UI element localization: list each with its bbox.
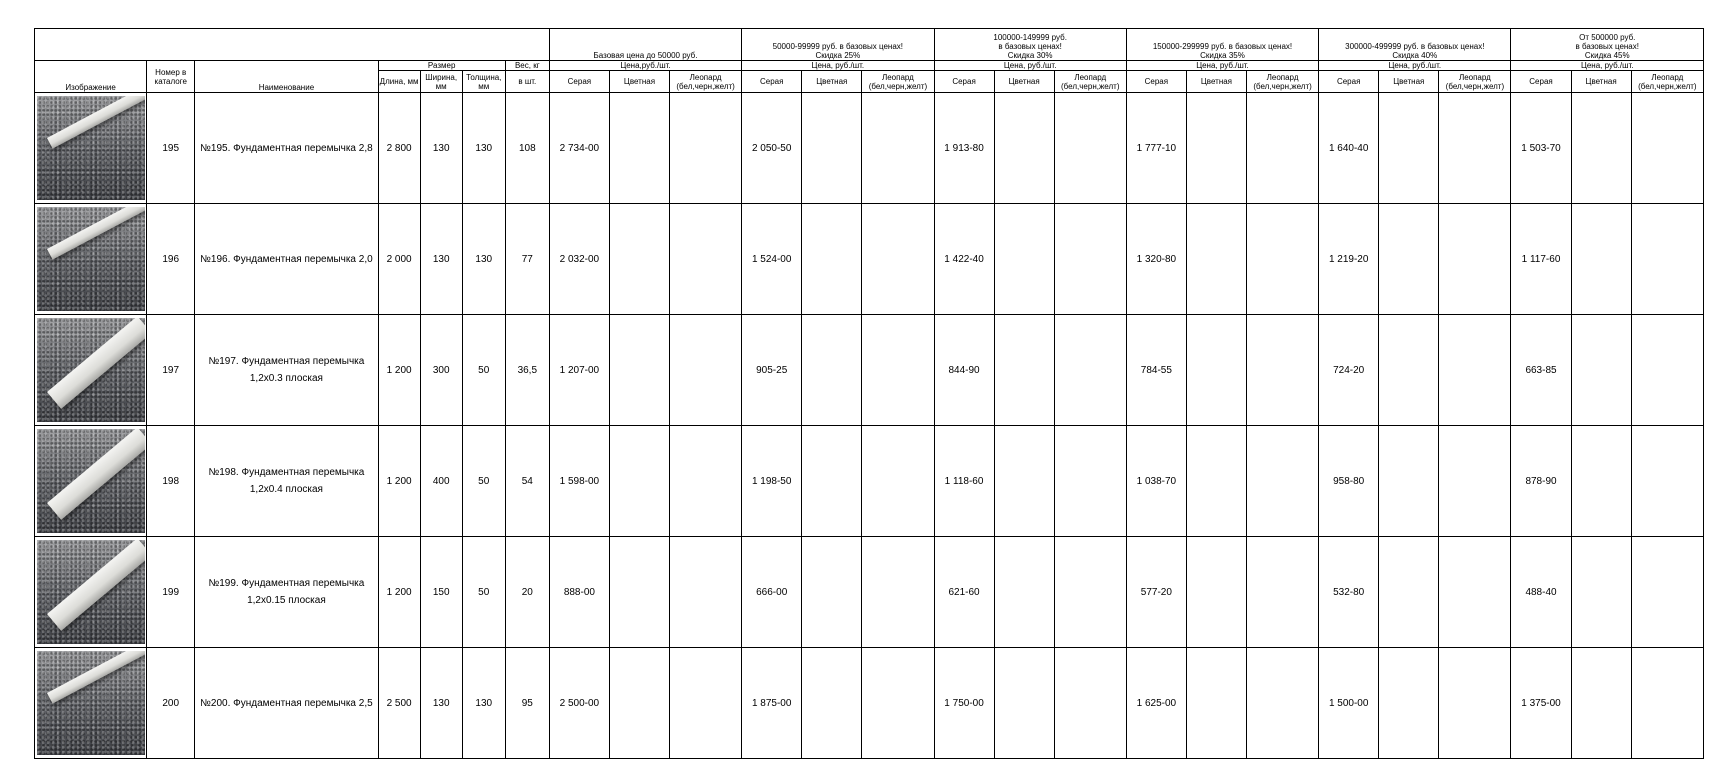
price-leopard (1054, 93, 1126, 204)
price-colored (609, 93, 669, 204)
weight-value: 20 (505, 537, 549, 648)
length-value: 1 200 (378, 426, 420, 537)
price-leopard (1439, 93, 1511, 204)
price-colored (994, 648, 1054, 759)
col-thickness: Толщина, мм (462, 71, 505, 93)
price-colored (1186, 204, 1246, 315)
price-leopard (1439, 315, 1511, 426)
price-leopard (1247, 648, 1319, 759)
price-45-grey: 1 503-70 (1511, 93, 1571, 204)
price-30-grey: 844-90 (934, 315, 994, 426)
price-35-grey: 1 777-10 (1126, 93, 1186, 204)
price-leopard (862, 426, 934, 537)
col-leopard: Леопард (бел,черн,желт) (1247, 71, 1319, 93)
table-row (35, 537, 1704, 648)
price-group-line: 100000-149999 руб. (993, 33, 1067, 42)
length-value: 1 200 (378, 315, 420, 426)
col-grey: Серая (549, 71, 609, 93)
product-photo (37, 429, 145, 533)
price-unit-label: Цена, руб./шт. (1511, 61, 1704, 71)
price-table-body (35, 93, 1704, 759)
col-colored: Цветная (1379, 71, 1439, 93)
price-colored (609, 648, 669, 759)
price-group-line: Скидка 40% (1392, 51, 1438, 60)
col-catalog: Номер в каталоге (147, 61, 195, 93)
price-40-grey: 1 640-40 (1319, 93, 1379, 204)
price-group-header (1511, 29, 1704, 61)
price-colored (1186, 648, 1246, 759)
price-colored (994, 93, 1054, 204)
price-leopard (670, 426, 742, 537)
thickness-value: 130 (462, 648, 505, 759)
col-image: Изображение (35, 61, 147, 93)
price-colored (1379, 315, 1439, 426)
price-leopard (862, 537, 934, 648)
price-leopard (1054, 426, 1126, 537)
price-leopard (1631, 93, 1703, 204)
price-colored (1379, 537, 1439, 648)
price-group-line: Скидка 35% (1200, 51, 1245, 60)
price-colored (1379, 426, 1439, 537)
price-leopard (1631, 537, 1703, 648)
product-name: №195. Фундаментная перемычка 2,8 (195, 93, 378, 204)
price-colored (1186, 537, 1246, 648)
product-name: №196. Фундаментная перемычка 2,0 (195, 204, 378, 315)
col-weight-group: Вес, кг (505, 61, 549, 71)
weight-value: 95 (505, 648, 549, 759)
col-weight: в шт. (505, 71, 549, 93)
price-unit-label: Цена, руб./шт. (1319, 61, 1511, 71)
weight-value: 108 (505, 93, 549, 204)
price-leopard (1439, 537, 1511, 648)
price-group-line: Скидка 45% (1584, 51, 1630, 60)
price-base-grey: 2 500-00 (549, 648, 609, 759)
price-40-grey: 1 500-00 (1319, 648, 1379, 759)
col-leopard: Леопард (бел,черн,желт) (1439, 71, 1511, 93)
price-colored (1379, 648, 1439, 759)
price-30-grey: 1 422-40 (934, 204, 994, 315)
table-row (35, 93, 1704, 204)
product-image-cell (35, 315, 147, 426)
price-group-header (1126, 29, 1318, 61)
col-leopard: Леопард (бел,черн,желт) (862, 71, 934, 93)
price-group-header (742, 29, 934, 61)
price-colored (1186, 426, 1246, 537)
price-unit-label: Цена, руб./шт. (742, 61, 934, 71)
price-25-grey: 1 875-00 (742, 648, 802, 759)
price-leopard (670, 648, 742, 759)
price-colored (1571, 537, 1631, 648)
price-40-grey: 532-80 (1319, 537, 1379, 648)
price-leopard (1631, 648, 1703, 759)
price-leopard (1247, 426, 1319, 537)
price-leopard (1054, 315, 1126, 426)
price-leopard (1439, 648, 1511, 759)
length-value: 1 200 (378, 537, 420, 648)
thickness-value: 130 (462, 93, 505, 204)
table-row (35, 204, 1704, 315)
weight-value: 54 (505, 426, 549, 537)
width-value: 150 (420, 537, 462, 648)
price-leopard (1247, 93, 1319, 204)
col-width: Ширина, мм (420, 71, 462, 93)
width-value: 130 (420, 648, 462, 759)
col-grey: Серая (742, 71, 802, 93)
price-30-grey: 1 118-60 (934, 426, 994, 537)
price-group-line: Скидка 30% (1007, 51, 1053, 60)
price-group-line: От 500000 руб. (1579, 33, 1636, 42)
thickness-value: 50 (462, 537, 505, 648)
width-value: 130 (420, 204, 462, 315)
price-leopard (670, 315, 742, 426)
price-leopard (1054, 204, 1126, 315)
price-45-grey: 1 117-60 (1511, 204, 1571, 315)
price-colored (609, 426, 669, 537)
price-leopard (1054, 537, 1126, 648)
beam-shape (47, 96, 145, 149)
price-colored (1186, 315, 1246, 426)
price-45-grey: 878-90 (1511, 426, 1571, 537)
price-leopard (862, 648, 934, 759)
price-group-line: в базовых ценах! (998, 42, 1062, 51)
table-row (35, 315, 1704, 426)
price-colored (1379, 204, 1439, 315)
price-30-grey: 1 750-00 (934, 648, 994, 759)
price-leopard (670, 93, 742, 204)
price-colored (802, 315, 862, 426)
length-value: 2 000 (378, 204, 420, 315)
price-colored (994, 315, 1054, 426)
col-name: Наименование (195, 61, 378, 93)
table-row (35, 426, 1704, 537)
product-photo (37, 96, 145, 200)
price-colored (802, 426, 862, 537)
price-35-grey: 1 320-80 (1126, 204, 1186, 315)
price-leopard (1439, 426, 1511, 537)
beam-shape (47, 540, 145, 631)
price-leopard (1247, 204, 1319, 315)
col-colored: Цветная (609, 71, 669, 93)
price-leopard (1631, 204, 1703, 315)
price-colored (802, 648, 862, 759)
col-colored: Цветная (1571, 71, 1631, 93)
price-45-grey: 488-40 (1511, 537, 1571, 648)
col-leopard: Леопард (бел,черн,желт) (670, 71, 742, 93)
price-leopard (1247, 315, 1319, 426)
col-grey: Серая (1511, 71, 1571, 93)
price-leopard (862, 93, 934, 204)
price-45-grey: 1 375-00 (1511, 648, 1571, 759)
catalog-number: 195 (147, 93, 195, 204)
catalog-number: 199 (147, 537, 195, 648)
weight-value: 36,5 (505, 315, 549, 426)
catalog-number: 196 (147, 204, 195, 315)
product-name: №197. Фундаментная перемычка 1,2х0.3 плоская (195, 315, 378, 426)
price-colored (1571, 93, 1631, 204)
weight-value: 77 (505, 204, 549, 315)
price-table (34, 28, 1704, 759)
thickness-value: 50 (462, 315, 505, 426)
price-group-line: Скидка 25% (815, 51, 861, 60)
price-25-grey: 905-25 (742, 315, 802, 426)
width-value: 130 (420, 93, 462, 204)
col-leopard: Леопард (бел,черн,желт) (1631, 71, 1703, 93)
product-image-cell (35, 537, 147, 648)
price-group-header (1319, 29, 1511, 61)
product-image-cell (35, 204, 147, 315)
price-35-grey: 1 038-70 (1126, 426, 1186, 537)
col-grey: Серая (934, 71, 994, 93)
product-photo (37, 318, 145, 422)
price-25-grey: 2 050-50 (742, 93, 802, 204)
price-group-line: Базовая цена до 50000 руб. (593, 51, 698, 60)
price-45-grey: 663-85 (1511, 315, 1571, 426)
price-colored (1571, 204, 1631, 315)
product-name: №200. Фундаментная перемычка 2,5 (195, 648, 378, 759)
length-value: 2 500 (378, 648, 420, 759)
price-base-grey: 888-00 (549, 537, 609, 648)
price-colored (609, 204, 669, 315)
price-leopard (1439, 204, 1511, 315)
price-group-header (549, 29, 741, 61)
header-blank (35, 29, 550, 61)
product-name: №199. Фундаментная перемычка 1,2х0.15 плоская (195, 537, 378, 648)
price-base-grey: 2 734-00 (549, 93, 609, 204)
price-35-grey: 1 625-00 (1126, 648, 1186, 759)
col-length: Длина, мм (378, 71, 420, 93)
thickness-value: 50 (462, 426, 505, 537)
price-colored (1571, 315, 1631, 426)
price-base-grey: 1 207-00 (549, 315, 609, 426)
col-colored: Цветная (802, 71, 862, 93)
beam-shape (47, 318, 145, 409)
col-grey: Серая (1319, 71, 1379, 93)
beam-shape (47, 429, 145, 520)
price-leopard (1631, 315, 1703, 426)
price-40-grey: 958-80 (1319, 426, 1379, 537)
catalog-number: 197 (147, 315, 195, 426)
product-photo (37, 540, 145, 644)
product-image-cell (35, 648, 147, 759)
price-colored (1379, 93, 1439, 204)
table-row (35, 648, 1704, 759)
length-value: 2 800 (378, 93, 420, 204)
price-leopard (1631, 426, 1703, 537)
catalog-number: 200 (147, 648, 195, 759)
price-25-grey: 1 198-50 (742, 426, 802, 537)
price-25-grey: 1 524-00 (742, 204, 802, 315)
price-leopard (1247, 537, 1319, 648)
product-photo (37, 651, 145, 755)
col-colored: Цветная (1186, 71, 1246, 93)
price-base-grey: 1 598-00 (549, 426, 609, 537)
price-colored (802, 93, 862, 204)
col-colored: Цветная (994, 71, 1054, 93)
product-name: №198. Фундаментная перемычка 1,2х0.4 плоская (195, 426, 378, 537)
price-leopard (862, 315, 934, 426)
price-colored (994, 204, 1054, 315)
price-colored (802, 204, 862, 315)
product-image-cell (35, 426, 147, 537)
beam-shape (47, 651, 145, 704)
price-base-grey: 2 032-00 (549, 204, 609, 315)
price-40-grey: 724-20 (1319, 315, 1379, 426)
col-size-group: Размер (378, 61, 505, 71)
price-colored (1186, 93, 1246, 204)
beam-shape (47, 207, 145, 260)
price-leopard (670, 537, 742, 648)
price-group-header (934, 29, 1126, 61)
price-colored (994, 537, 1054, 648)
thickness-value: 130 (462, 204, 505, 315)
price-30-grey: 1 913-80 (934, 93, 994, 204)
price-leopard (1054, 648, 1126, 759)
price-40-grey: 1 219-20 (1319, 204, 1379, 315)
price-unit-label: Цена, руб./шт. (1126, 61, 1318, 71)
price-colored (609, 537, 669, 648)
width-value: 300 (420, 315, 462, 426)
price-35-grey: 784-55 (1126, 315, 1186, 426)
price-colored (609, 315, 669, 426)
product-image-cell (35, 93, 147, 204)
price-colored (802, 537, 862, 648)
price-30-grey: 621-60 (934, 537, 994, 648)
price-unit-label: Цена, руб./шт. (934, 61, 1126, 71)
price-group-line: в базовых ценах! (1575, 42, 1639, 51)
price-35-grey: 577-20 (1126, 537, 1186, 648)
col-grey: Серая (1126, 71, 1186, 93)
price-colored (1571, 648, 1631, 759)
price-group-line: 150000-299999 руб. в базовых ценах! (1152, 42, 1293, 51)
price-colored (1571, 426, 1631, 537)
price-group-line: 300000-499999 руб. в базовых ценах! (1345, 42, 1485, 51)
price-leopard (862, 204, 934, 315)
price-leopard (670, 204, 742, 315)
price-25-grey: 666-00 (742, 537, 802, 648)
col-leopard: Леопард (бел,черн,желт) (1054, 71, 1126, 93)
price-colored (994, 426, 1054, 537)
price-group-line: 50000-99999 руб. в базовых ценах! (772, 42, 904, 51)
catalog-number: 198 (147, 426, 195, 537)
width-value: 400 (420, 426, 462, 537)
price-unit-label: Цена,руб./шт. (549, 61, 741, 71)
product-photo (37, 207, 145, 311)
